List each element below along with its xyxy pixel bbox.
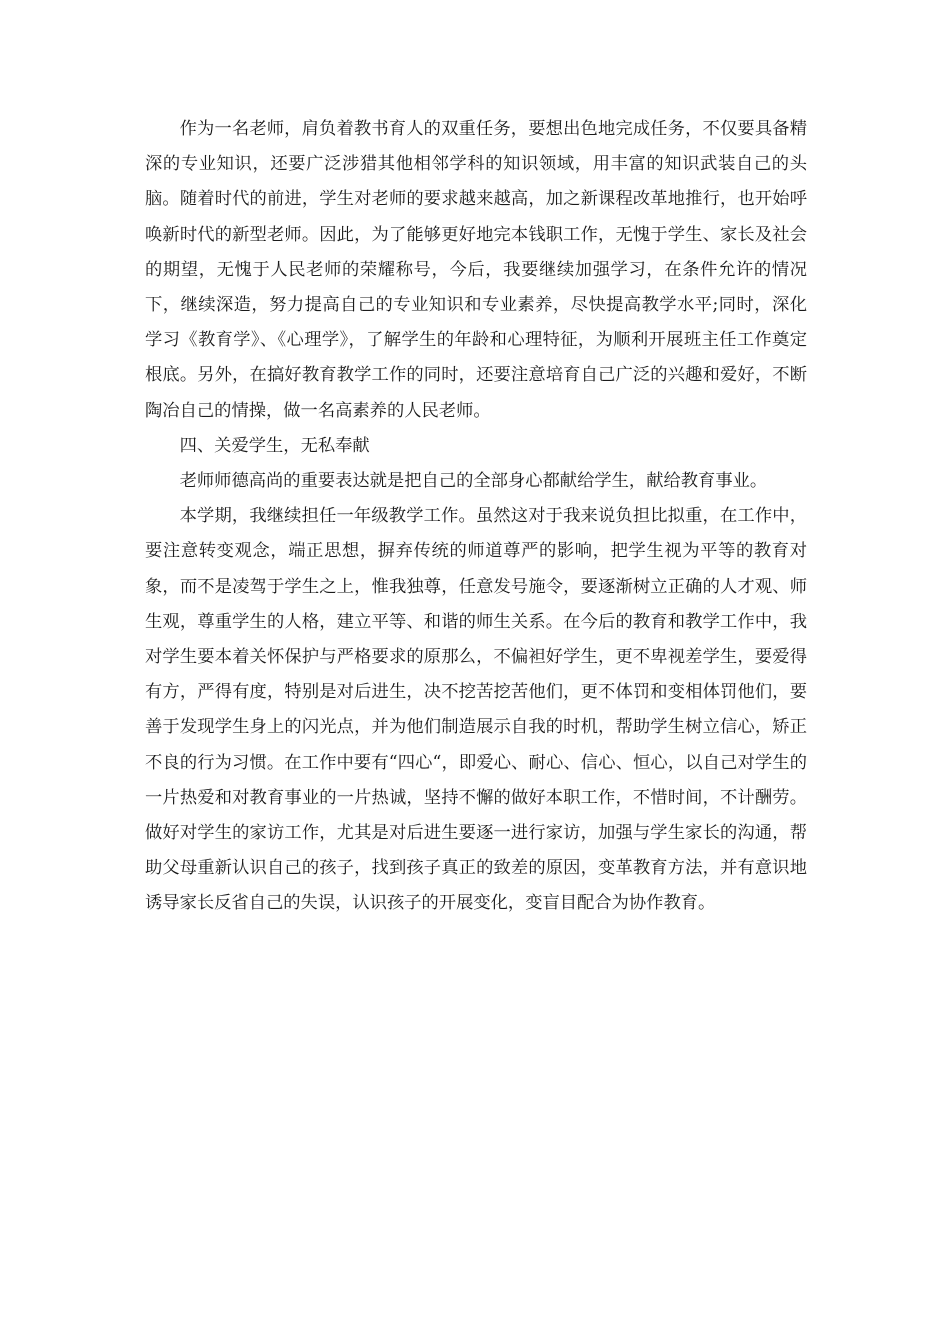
document-body [145, 112, 807, 922]
paragraph-teacher-ethics: 老师师德高尚的重要表达就是把自己的全部身心都献给学生，献给教育事业。 [179, 471, 768, 492]
paragraph-this-semester: 本学期，我继续担任一年级教学工作。虽然这对于我来说负担比拟重，在工作中，要注意转变观念，端正思想，摒弃传统的师道尊严的影响，把学生视为平等的教育对象，而不是凌驾于学生之上，惟我独尊，任意发号施令，要逐渐树立正确的人才观、师生观，尊重学生的人格，建立平等、和谐的师生关系。在今后的教育和教学工作中，我对学生要本着关怀保护与严格要求的原那么，不偏袒好学生，更不卑视差学生，要爱得有方，严得有度，特别是对后进生，决不挖苦挖苦他们，更不体罚和变相体罚他们，要善于发现学生身上的闪光点，并为他们制造展示自我的时机，帮助学生树立信心，矫正不良的行为习惯。在工作中要有“四心“，即爱心、耐心、信心、恒心，以自己对学生的一片热爱和对教育事业的一片热诚，坚持不懈的做好本职工作，不惜时间，不计酬劳。做好对学生的家访工作，尤其是对后进生要逐一进行家访，加强与学生家长的沟通，帮助父母重新认识自己的孩子，找到孩子真正的致差的原因，变革教育方法，并有意识地诱导家长反省自己的失误，认识孩子的开展变化，变盲目配合为协作教育。 [145, 506, 807, 914]
paragraph-teacher-learning: 作为一名老师，肩负着教书育人的双重任务，要想出色地完成任务，不仅要具备精深的专业知识，还要广泛涉猎其他相邻学科的知识领域，用丰富的知识武装自己的头脑。随着时代的前进，学生对老师的要求越来越高，加之新课程改革地推行，也开始呼唤新时代的新型老师。因此，为了能够更好地完本钱职工作，无愧于学生、家长及社会的期望，无愧于人民老师的荣耀称号，今后，我要继续加强学习，在条件允许的情况下，继续深造，努力提高自己的专业知识和专业素养，尽快提高教学水平;同时，深化学习《教育学》、《心理学》，了解学生的年龄和心理特征，为顺利开展班主任工作奠定根底。另外，在搞好教育教学工作的同时，还要注意培育自己广泛的兴趣和爱好，不断陶冶自己的情操，做一名高素养的人民老师。 [145, 119, 807, 421]
section-heading: 四、关爱学生，无私奉献 [179, 435, 370, 456]
